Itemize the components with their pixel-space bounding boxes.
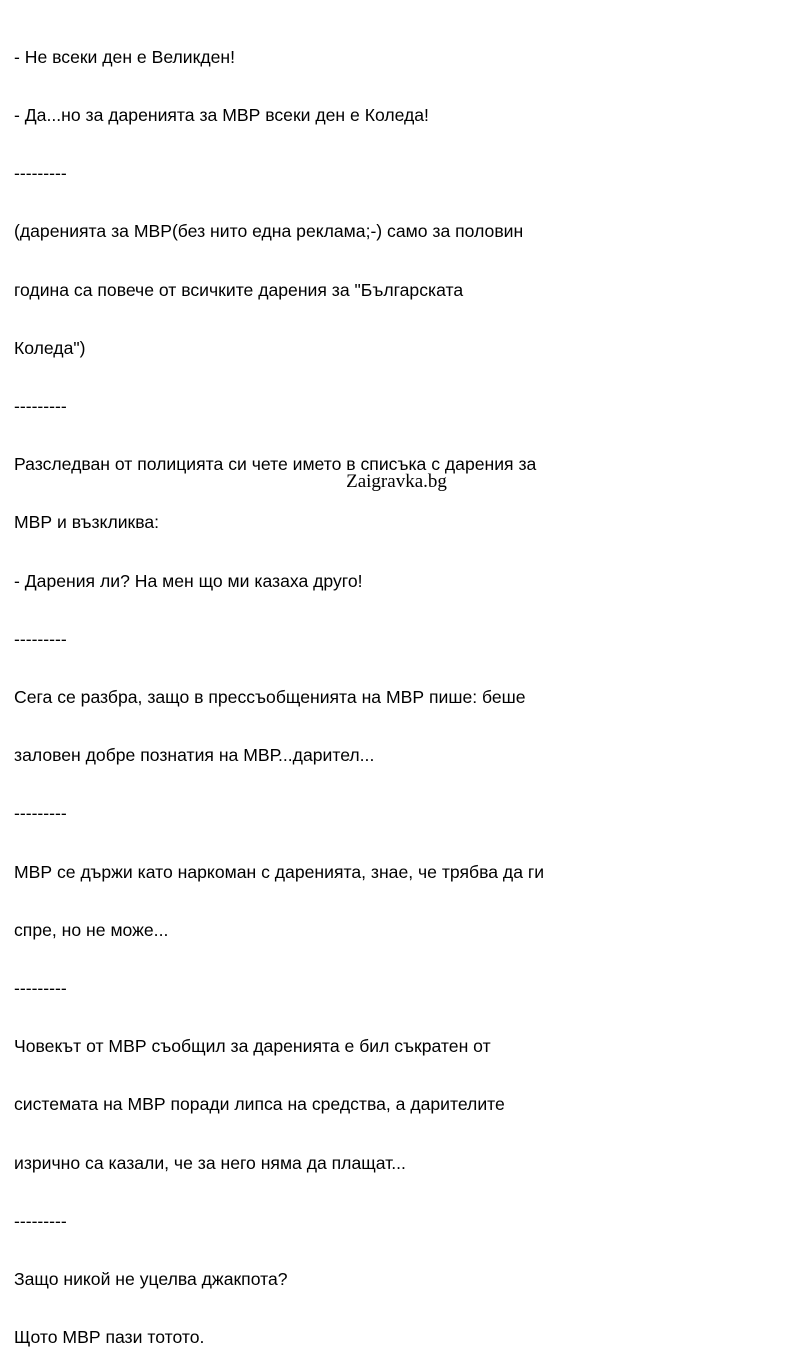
- text-line: (даренията за МВР(без нито една реклама;-) само за половин: [14, 221, 524, 242]
- separator-line: ---------: [14, 978, 67, 999]
- text-line: системата на МВР поради липса на средства, а дарителите: [14, 1094, 505, 1115]
- text-line: заловен добре познатия на МВР...дарител...: [14, 745, 375, 766]
- separator-line: ---------: [14, 628, 67, 649]
- joke-text-block: [14, 9, 784, 1367]
- text-line: година са повече от всичките дарения за "Българската: [14, 279, 464, 300]
- text-line: изрично са казали, че за него няма да плащат...: [14, 1152, 406, 1173]
- text-line: МВР и възкликва:: [14, 512, 160, 533]
- text-line: Щото МВР пази тотото.: [14, 1327, 205, 1348]
- separator-line: ---------: [14, 396, 67, 417]
- text-line: МВР се държи като наркоман с даренията, знае, че трябва да ги: [14, 861, 545, 882]
- text-line: - Не всеки ден е Великден!: [14, 46, 235, 67]
- separator-line: ---------: [14, 1210, 67, 1231]
- site-watermark: Zaigravka.bg: [346, 471, 447, 492]
- text-line: Човекът от МВР съобщил за даренията е бил съкратен от: [14, 1036, 491, 1057]
- separator-line: ---------: [14, 803, 67, 824]
- text-line: Коледа"): [14, 337, 86, 358]
- separator-line: ---------: [14, 163, 67, 184]
- text-line: Сега се разбра, защо в прессъобщенията на МВР пише: беше: [14, 687, 526, 708]
- text-line: - Дарения ли? На мен що ми казаха друго!: [14, 570, 363, 591]
- text-line: Защо никой не уцелва джакпота?: [14, 1269, 288, 1290]
- text-line: Разследван от полицията си чете името в списъка с дарения за: [14, 454, 537, 475]
- text-line: спре, но не може...: [14, 919, 169, 940]
- text-line: - Да...но за даренията за МВР всеки ден е Коледа!: [14, 105, 429, 126]
